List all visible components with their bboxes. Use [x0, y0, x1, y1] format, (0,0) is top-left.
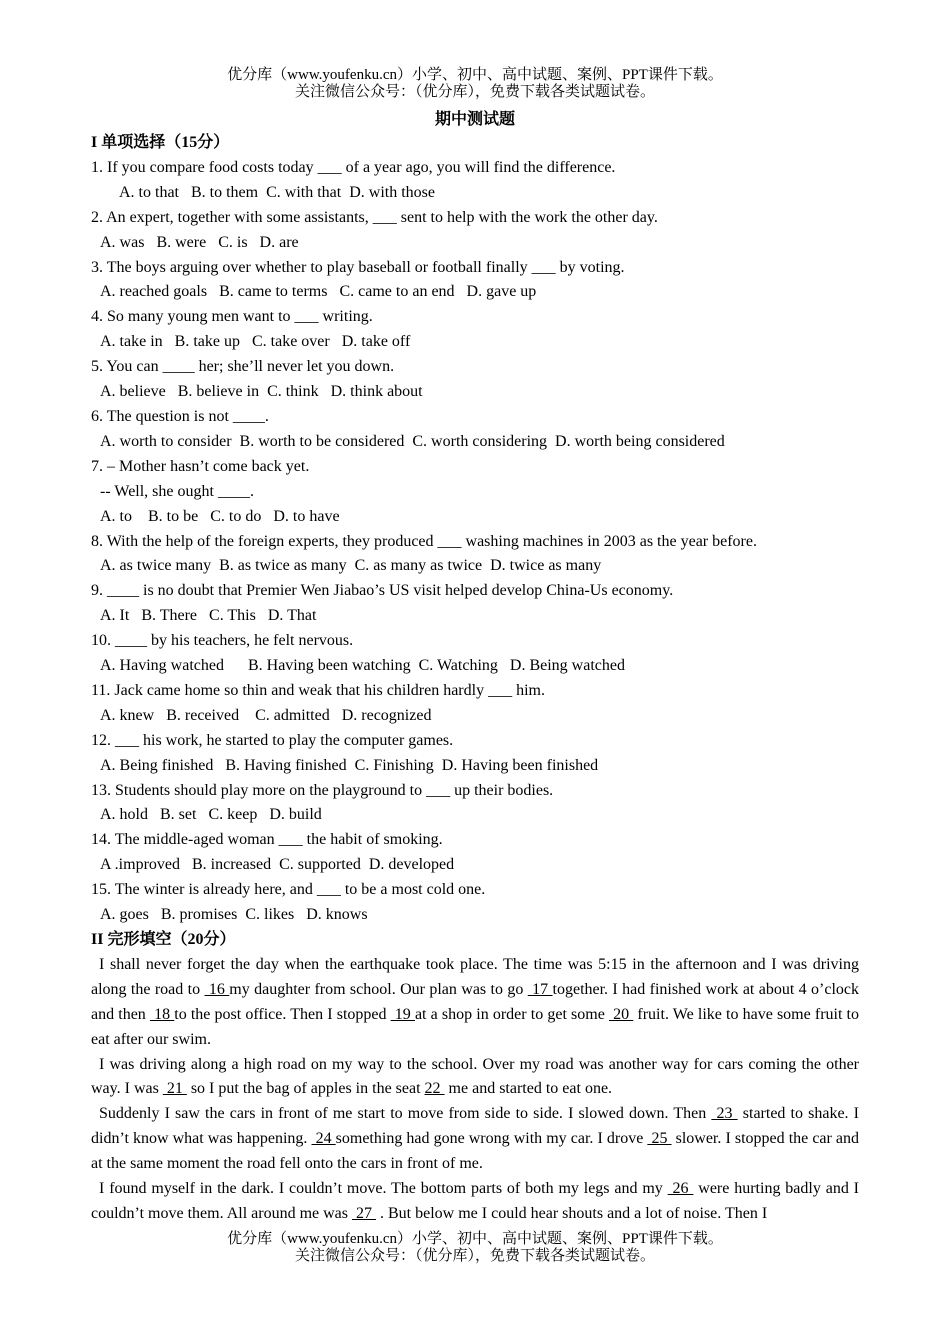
question-9: 9. ____ is no doubt that Premier Wen Jiabao’s US visit helped develop China-Us economy.: [91, 582, 674, 600]
question-14: 14. The middle-aged woman ___ the habit of smoking.: [91, 831, 443, 849]
question-2-options: A. was B. were C. is D. are: [100, 233, 299, 251]
question-11: 11. Jack came home so thin and weak that his children hardly ___ him.: [91, 681, 545, 699]
question-15: 15. The winter is already here, and ___ to be a most cold one.: [91, 881, 486, 899]
text-run: I found myself in the dark. I couldn’t move. The bottom parts of both my legs and my: [99, 1180, 668, 1198]
cloze-blank-24: 24: [311, 1130, 336, 1148]
question-15-options: A. goes B. promises C. likes D. knows: [100, 906, 368, 924]
text-run: something had gone wrong with my car. I drove: [335, 1130, 648, 1148]
question-5-options: A. believe B. believe in C. think D. think about: [100, 383, 423, 401]
cloze-blank-22: 22: [424, 1080, 445, 1098]
text-run: together. I had finished work at about 4 o’clock and then: [91, 980, 860, 1023]
cloze-blank-18: 18: [149, 1005, 175, 1023]
question-12: 12. ___ his work, he started to play the computer games.: [91, 731, 454, 749]
question-8: 8. With the help of the foreign experts, they produced ___ washing machines in 2003 as the year before.: [91, 532, 757, 550]
text-run: fruit. We like to have some fruit to eat after our swim.: [91, 1005, 860, 1048]
cloze-blank-25: 25: [647, 1130, 672, 1148]
question-6-options: A. worth to consider B. worth to be considered C. worth considering D. worth being considered: [100, 432, 725, 450]
question-11-options: A. knew B. received C. admitted D. recognized: [100, 706, 432, 724]
header-line-1: 优分库（www.youfenku.cn）小学、初中、高中试题、案例、PPT课件下载。: [227, 67, 723, 83]
text-run: so I put the bag of apples in the seat: [186, 1080, 425, 1098]
question-5: 5. You can ____ her; she’ll never let you down.: [91, 358, 395, 376]
text-run: me and started to eat one.: [444, 1080, 613, 1098]
question-9-options: A. It B. There C. This D. That: [100, 607, 317, 625]
question-7-options: A. to B. to be C. to do D. to have: [100, 507, 340, 525]
text-run: my daughter from school. Our plan was to go: [229, 980, 528, 998]
text-run: I shall never forget the day when the earthquake took place. The time was 5:15 in the afternoon and I was driving along the road to: [91, 955, 859, 998]
cloze-blank-16: 16: [204, 980, 230, 998]
page-footer: [0, 1231, 950, 1265]
cloze-blank-19: 19: [390, 1005, 415, 1023]
text-run: slower. I stopped the car and at the same moment the road fell onto the cars in front of me.: [91, 1130, 860, 1173]
question-2: 2. An expert, together with some assistants, ___ sent to help with the work the other day.: [91, 208, 658, 226]
question-4: 4. So many young men want to ___ writing.: [91, 308, 373, 326]
question-14-options: A .improved B. increased C. supported D. developed: [100, 856, 455, 874]
question-7-reply: -- Well, she ought ____.: [100, 482, 254, 500]
question-6: 6. The question is not ____.: [91, 407, 269, 425]
question-7: 7. – Mother hasn’t come back yet.: [91, 457, 310, 475]
cloze-blank-21: 21: [162, 1080, 187, 1098]
page-title: 期中测试题: [434, 111, 515, 128]
question-13: 13. Students should play more on the playground to ___ up their bodies.: [91, 781, 554, 799]
question-3: 3. The boys arguing over whether to play baseball or football finally ___ by voting.: [91, 258, 625, 276]
cloze-blank-26: 26: [667, 1180, 694, 1198]
question-1: 1. If you compare food costs today ___ of a year ago, you will find the difference.: [91, 158, 616, 176]
question-3-options: A. reached goals B. came to terms C. came to an end D. gave up: [100, 283, 537, 301]
text-run: . But below me I could hear shouts and a lot of noise. Then I: [376, 1204, 768, 1222]
question-8-options: A. as twice many B. as twice as many C. as many as twice D. twice as many: [100, 557, 602, 575]
question-13-options: A. hold B. set C. keep D. build: [100, 806, 322, 824]
text-run: I was driving along a high road on my way to the school. Over my road was another way for cars coming the other way. I was: [91, 1055, 859, 1098]
section-2-heading: II 完形填空（20分）: [91, 931, 236, 948]
exam-content: [91, 131, 859, 1227]
text-run: Suddenly I saw the cars in front of me start to move from side to side. I slowed down. Then: [99, 1105, 712, 1123]
footer-line-2: 关注微信公众号：（优分库），免费下载各类试题试卷。: [294, 1248, 655, 1264]
text-run: started to shake. I didn’t know what was happening.: [91, 1105, 860, 1148]
cloze-paragraph-2: [91, 1053, 859, 1103]
text-run: were hurting badly and I couldn’t move them. All around me was: [91, 1180, 860, 1222]
text-run: to the post office. Then I stopped: [174, 1005, 391, 1023]
section-1-heading: I 单项选择（15分）: [91, 134, 230, 151]
question-10: 10. ____ by his teachers, he felt nervous.: [91, 632, 354, 650]
cloze-paragraph-1: [91, 953, 859, 1053]
header-line-2: 关注微信公众号：（优分库），免费下载各类试题试卷。: [294, 84, 655, 100]
cloze-paragraph-3: [91, 1102, 859, 1177]
cloze-blank-27: 27: [352, 1204, 376, 1222]
question-4-options: A. take in B. take up C. take over D. take off: [100, 333, 411, 351]
cloze-blank-17: 17: [527, 980, 553, 998]
page-header: [0, 67, 950, 101]
cloze-paragraph-4: [91, 1177, 859, 1227]
cloze-blank-20: 20: [608, 1005, 634, 1023]
question-10-options: A. Having watched B. Having been watching C. Watching D. Being watched: [100, 657, 625, 675]
footer-line-1: 优分库（www.youfenku.cn）小学、初中、高中试题、案例、PPT课件下载。: [227, 1231, 723, 1247]
question-1-options: A. to that B. to them C. with that D. with those: [119, 183, 435, 201]
question-12-options: A. Being finished B. Having finished C. Finishing D. Having been finished: [100, 756, 599, 774]
cloze-blank-23: 23: [711, 1105, 738, 1123]
text-run: at a shop in order to get some: [414, 1005, 609, 1023]
